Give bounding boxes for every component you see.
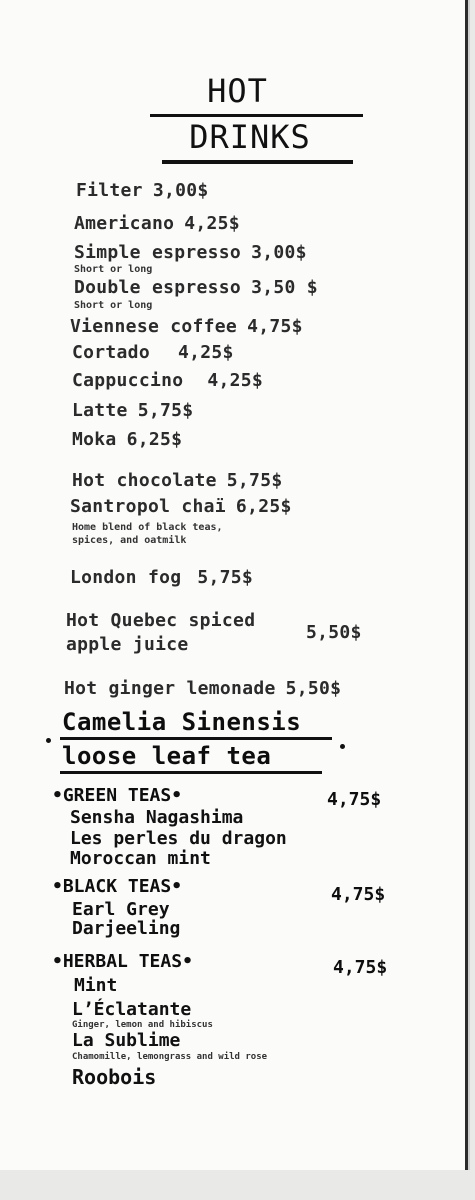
menu-item-simple-espresso xyxy=(74,242,307,263)
bullet-icon: • xyxy=(171,785,183,806)
decorative-dot xyxy=(46,738,51,743)
tea-category-black xyxy=(52,876,182,897)
menu-item-cappuccino xyxy=(72,370,263,391)
menu-item-filter xyxy=(76,180,209,201)
bullet-icon: • xyxy=(52,876,63,897)
menu-item-hot-chocolate xyxy=(72,470,282,491)
item-price: 4,75$ xyxy=(247,316,303,337)
tea-category-green-price: 4,75$ xyxy=(327,789,382,810)
tea-item: Darjeeling xyxy=(72,918,181,939)
item-price: 6,25$ xyxy=(126,429,183,450)
item-price: 4,25$ xyxy=(177,342,234,363)
item-price: 4,25$ xyxy=(184,213,240,234)
menu-item-apple-juice-line2: apple juice xyxy=(66,634,189,655)
tea-item: Les perles du dragon xyxy=(70,828,287,849)
item-note: Short or long xyxy=(74,300,153,311)
item-price: 3,50 $ xyxy=(251,277,318,298)
bullet-icon: • xyxy=(182,951,193,972)
bullet-icon: • xyxy=(52,785,63,806)
item-price: 5,75$ xyxy=(226,470,283,491)
tea-heading-line2: loose leaf tea xyxy=(62,742,272,770)
item-note: Ginger, lemon and hibiscus xyxy=(72,1020,213,1030)
menu-item-double-espresso xyxy=(74,277,318,298)
tea-item: Roobois xyxy=(72,1065,157,1089)
bullet-icon: • xyxy=(52,951,63,972)
menu-title-drinks: DRINKS xyxy=(189,118,311,156)
tea-item: Earl Grey xyxy=(72,899,170,920)
menu-item-london-fog xyxy=(70,567,253,588)
item-name: Filter xyxy=(76,180,143,201)
item-name: Santropol chaï xyxy=(70,496,226,517)
menu-item-apple-juice-line1: Hot Quebec spiced xyxy=(66,610,256,631)
item-name: Moka xyxy=(72,429,117,450)
item-name: London fog xyxy=(70,567,182,588)
tea-heading-rule-bottom xyxy=(60,771,322,774)
item-price: 3,00$ xyxy=(251,242,307,263)
tea-category-label: BLACK TEAS xyxy=(62,876,172,897)
title-rule-bottom xyxy=(162,160,353,164)
menu-item-moka xyxy=(72,429,182,450)
tea-category-black-price: 4,75$ xyxy=(331,884,386,905)
item-name: Hot chocolate xyxy=(72,470,217,491)
bullet-icon: • xyxy=(171,876,183,897)
menu-item-latte xyxy=(72,400,193,421)
menu-item-santropol-chai xyxy=(70,496,292,517)
item-name: Cappuccino xyxy=(72,370,184,391)
tea-category-green xyxy=(52,785,182,806)
title-rule-top xyxy=(150,114,363,117)
item-note: Chamomille, lemongrass and wild rose xyxy=(72,1052,268,1062)
menu-item-viennese-coffee xyxy=(70,316,303,337)
item-name: Americano xyxy=(74,213,175,234)
tea-item: Sensha Nagashima xyxy=(70,807,244,828)
item-price: 3,00$ xyxy=(152,180,209,201)
tea-heading-line1: Camelia Sinensis xyxy=(62,708,302,736)
menu-item-cortado xyxy=(72,342,234,363)
tea-category-label: HERBAL TEAS xyxy=(62,951,183,972)
item-price: 5,50$ xyxy=(285,678,342,699)
tea-category-herbal xyxy=(52,951,193,972)
tea-item: Mint xyxy=(74,975,118,996)
menu-item-ginger-lemonade xyxy=(64,678,341,699)
item-price: 5,75$ xyxy=(137,400,194,421)
item-name: Cortado xyxy=(72,342,150,363)
item-name: Latte xyxy=(72,400,128,421)
tea-item: La Sublime xyxy=(72,1030,181,1051)
decorative-dot xyxy=(340,744,345,749)
menu-title-hot: HOT xyxy=(207,72,268,110)
menu-item-apple-juice-price: 5,50$ xyxy=(306,622,362,643)
tea-item: Moroccan mint xyxy=(70,848,211,869)
item-name: Hot ginger lemonade xyxy=(64,678,276,699)
item-name: Double espresso xyxy=(74,277,242,298)
item-note: spices, and oatmilk xyxy=(72,535,187,546)
tea-heading-rule-top xyxy=(60,737,332,740)
item-price: 5,75$ xyxy=(197,567,254,588)
item-note: Short or long xyxy=(74,264,153,275)
item-price: 4,25$ xyxy=(207,370,264,391)
item-name: Viennese coffee xyxy=(70,316,238,337)
item-name: Simple espresso xyxy=(74,242,242,263)
item-note: Home blend of black teas, xyxy=(72,522,223,533)
tea-category-label: GREEN TEAS xyxy=(62,785,172,806)
menu-item-americano xyxy=(74,213,240,234)
tea-category-herbal-price: 4,75$ xyxy=(333,957,388,978)
item-price: 6,25$ xyxy=(235,496,292,517)
tea-item: L’Éclatante xyxy=(72,999,192,1020)
